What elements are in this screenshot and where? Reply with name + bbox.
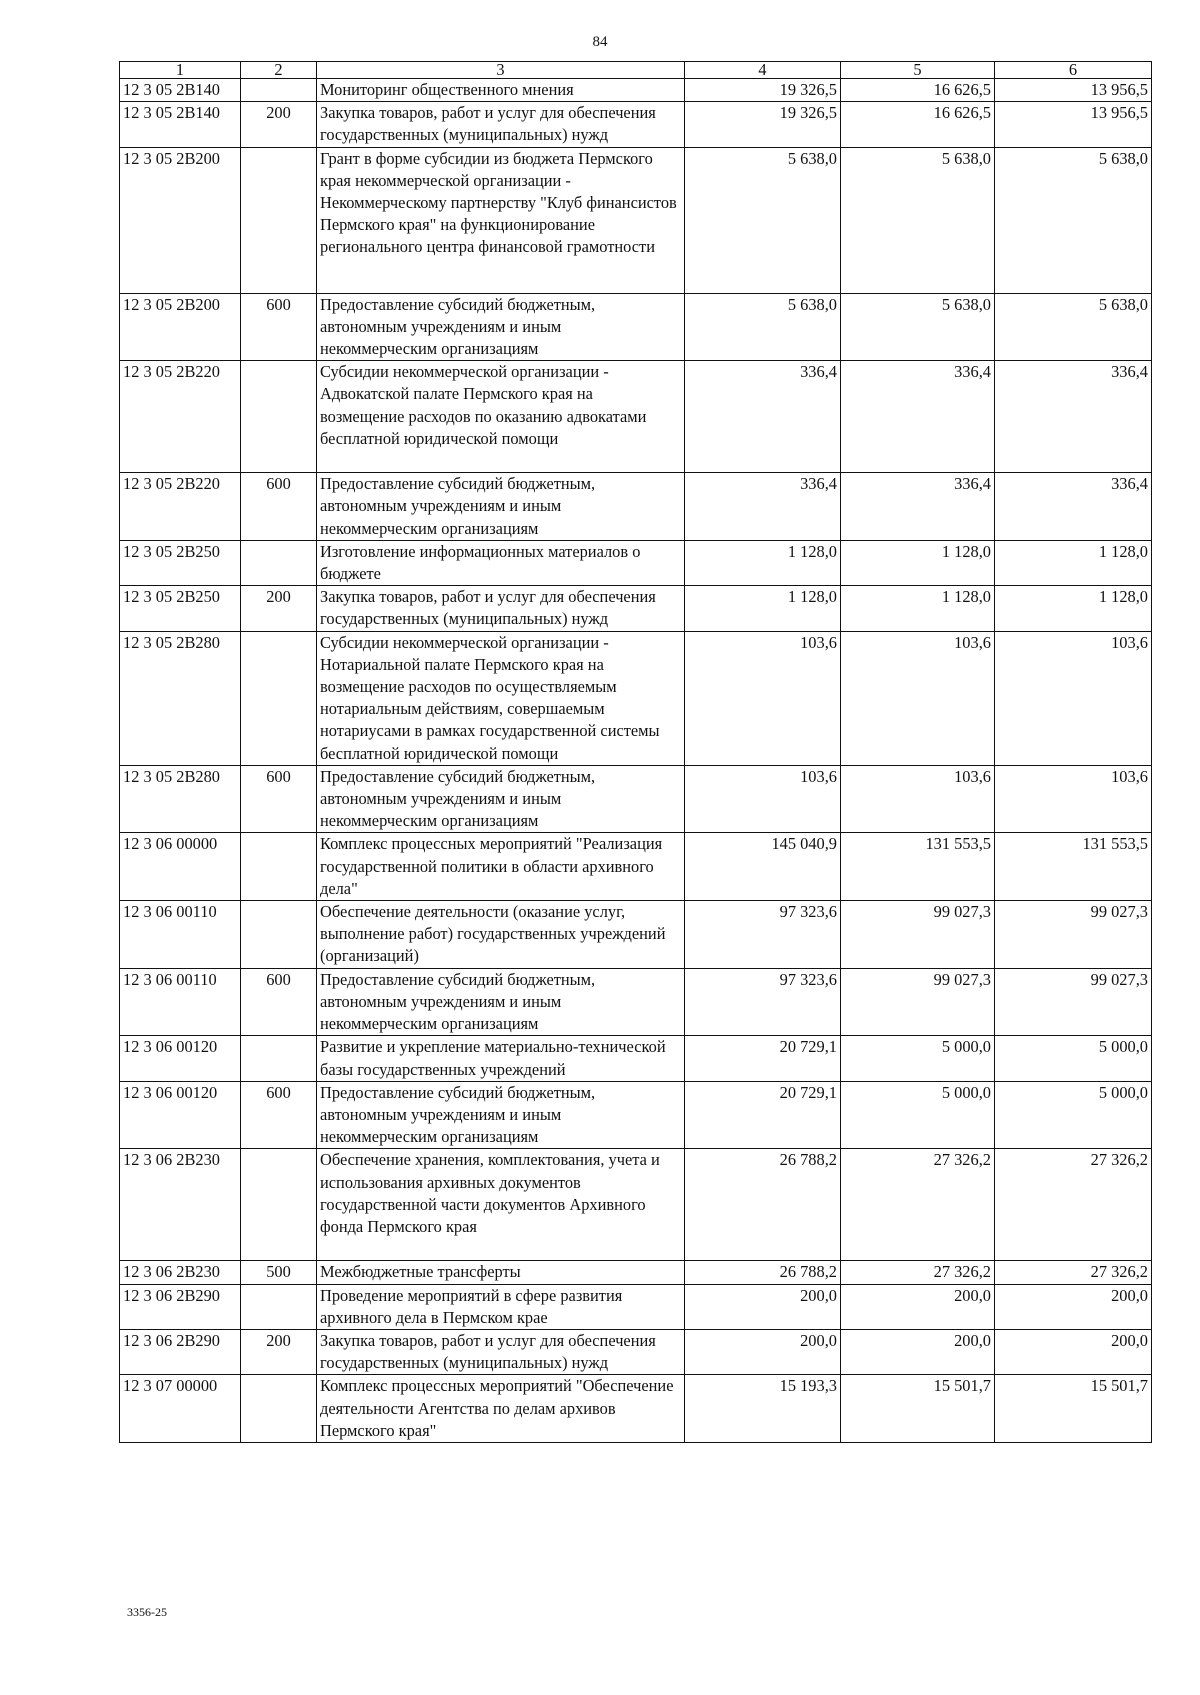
budget-table xyxy=(119,61,1152,1443)
row-name: Мониторинг общественного мнения xyxy=(317,79,685,102)
row-code: 12 3 07 00000 xyxy=(120,1375,241,1443)
row-kind: 500 xyxy=(241,1261,317,1284)
row-value-4: 103,6 xyxy=(685,765,841,833)
row-value-4: 19 326,5 xyxy=(685,102,841,147)
row-value-4: 20 729,1 xyxy=(685,1036,841,1081)
row-value-4: 5 638,0 xyxy=(685,147,841,293)
column-header: 5 xyxy=(841,62,995,79)
row-kind xyxy=(241,1284,317,1329)
table-row xyxy=(120,631,1152,765)
column-header: 3 xyxy=(317,62,685,79)
row-value-4: 5 638,0 xyxy=(685,293,841,361)
row-value-6: 5 638,0 xyxy=(995,293,1152,361)
row-kind xyxy=(241,79,317,102)
row-code: 12 3 05 2В140 xyxy=(120,102,241,147)
row-value-5: 103,6 xyxy=(841,765,995,833)
row-value-6: 5 000,0 xyxy=(995,1081,1152,1149)
row-value-5: 27 326,2 xyxy=(841,1261,995,1284)
row-kind: 600 xyxy=(241,968,317,1036)
row-value-4: 1 128,0 xyxy=(685,540,841,585)
row-code: 12 3 05 2В200 xyxy=(120,293,241,361)
row-value-5: 99 027,3 xyxy=(841,968,995,1036)
row-value-5: 16 626,5 xyxy=(841,79,995,102)
row-kind: 600 xyxy=(241,1081,317,1149)
row-value-5: 5 000,0 xyxy=(841,1081,995,1149)
table-row xyxy=(120,102,1152,147)
row-value-5: 5 638,0 xyxy=(841,293,995,361)
row-kind xyxy=(241,361,317,473)
row-code: 12 3 05 2В200 xyxy=(120,147,241,293)
row-kind: 600 xyxy=(241,473,317,541)
row-value-6: 5 000,0 xyxy=(995,1036,1152,1081)
row-value-5: 336,4 xyxy=(841,361,995,473)
row-value-6: 336,4 xyxy=(995,473,1152,541)
column-header: 2 xyxy=(241,62,317,79)
row-value-5: 16 626,5 xyxy=(841,102,995,147)
table-row xyxy=(120,1081,1152,1149)
row-value-5: 336,4 xyxy=(841,473,995,541)
row-code: 12 3 05 2В280 xyxy=(120,631,241,765)
row-code: 12 3 06 2В230 xyxy=(120,1261,241,1284)
row-value-4: 336,4 xyxy=(685,361,841,473)
row-name: Развитие и укрепление материально-технической базы государственных учреждений xyxy=(317,1036,685,1081)
row-value-5: 131 553,5 xyxy=(841,833,995,901)
table-row xyxy=(120,1261,1152,1284)
row-name: Предоставление субсидий бюджетным, автономным учреждениям и иным некоммерческим организациям xyxy=(317,765,685,833)
row-name: Закупка товаров, работ и услуг для обеспечения государственных (муниципальных) нужд xyxy=(317,586,685,631)
row-value-6: 5 638,0 xyxy=(995,147,1152,293)
row-kind xyxy=(241,631,317,765)
row-code: 12 3 06 00120 xyxy=(120,1036,241,1081)
table-row xyxy=(120,1284,1152,1329)
row-code: 12 3 05 2В140 xyxy=(120,79,241,102)
row-value-4: 97 323,6 xyxy=(685,901,841,969)
row-value-6: 1 128,0 xyxy=(995,586,1152,631)
row-kind xyxy=(241,1149,317,1261)
row-code: 12 3 05 2В280 xyxy=(120,765,241,833)
row-name: Комплекс процессных мероприятий "Реализация государственной политики в области архивного дела" xyxy=(317,833,685,901)
row-name: Закупка товаров, работ и услуг для обеспечения государственных (муниципальных) нужд xyxy=(317,1329,685,1374)
row-value-6: 99 027,3 xyxy=(995,901,1152,969)
row-value-4: 19 326,5 xyxy=(685,79,841,102)
row-code: 12 3 06 2В290 xyxy=(120,1329,241,1374)
row-value-4: 15 193,3 xyxy=(685,1375,841,1443)
row-name: Обеспечение деятельности (оказание услуг, выполнение работ) государственных учреждений (организаций) xyxy=(317,901,685,969)
table-row xyxy=(120,586,1152,631)
row-code: 12 3 06 2В230 xyxy=(120,1149,241,1261)
row-value-6: 131 553,5 xyxy=(995,833,1152,901)
row-name: Закупка товаров, работ и услуг для обеспечения государственных (муниципальных) нужд xyxy=(317,102,685,147)
table-row xyxy=(120,540,1152,585)
row-value-6: 13 956,5 xyxy=(995,79,1152,102)
row-name: Предоставление субсидий бюджетным, автономным учреждениям и иным некоммерческим организациям xyxy=(317,1081,685,1149)
row-value-6: 200,0 xyxy=(995,1329,1152,1374)
row-code: 12 3 05 2В250 xyxy=(120,586,241,631)
row-value-6: 336,4 xyxy=(995,361,1152,473)
row-name: Субсидии некоммерческой организации - Адвокатской палате Пермского края на возмещение расходов по оказанию адвокатами бесплатной юридической помощи xyxy=(317,361,685,473)
row-value-6: 1 128,0 xyxy=(995,540,1152,585)
row-kind: 200 xyxy=(241,102,317,147)
column-header: 4 xyxy=(685,62,841,79)
row-value-4: 20 729,1 xyxy=(685,1081,841,1149)
row-value-6: 15 501,7 xyxy=(995,1375,1152,1443)
row-code: 12 3 06 00000 xyxy=(120,833,241,901)
row-kind: 600 xyxy=(241,765,317,833)
row-value-4: 103,6 xyxy=(685,631,841,765)
row-kind xyxy=(241,540,317,585)
column-header: 6 xyxy=(995,62,1152,79)
row-name: Предоставление субсидий бюджетным, автономным учреждениям и иным некоммерческим организациям xyxy=(317,293,685,361)
table-header-row xyxy=(120,62,1152,79)
table-row xyxy=(120,473,1152,541)
row-name: Обеспечение хранения, комплектования, учета и использования архивных документов государственной части документов Архивного фонда Пермского края xyxy=(317,1149,685,1261)
row-code: 12 3 06 00110 xyxy=(120,968,241,1036)
row-name: Межбюджетные трансферты xyxy=(317,1261,685,1284)
table-row xyxy=(120,765,1152,833)
row-code: 12 3 06 00110 xyxy=(120,901,241,969)
table-row xyxy=(120,79,1152,102)
row-value-4: 1 128,0 xyxy=(685,586,841,631)
row-value-6: 13 956,5 xyxy=(995,102,1152,147)
row-value-6: 103,6 xyxy=(995,765,1152,833)
row-kind xyxy=(241,1036,317,1081)
row-value-5: 5 638,0 xyxy=(841,147,995,293)
table-row xyxy=(120,361,1152,473)
row-value-4: 200,0 xyxy=(685,1329,841,1374)
row-kind: 600 xyxy=(241,293,317,361)
row-value-4: 26 788,2 xyxy=(685,1149,841,1261)
row-value-6: 200,0 xyxy=(995,1284,1152,1329)
row-value-6: 27 326,2 xyxy=(995,1261,1152,1284)
table-row xyxy=(120,1036,1152,1081)
row-value-4: 26 788,2 xyxy=(685,1261,841,1284)
row-value-5: 99 027,3 xyxy=(841,901,995,969)
column-header: 1 xyxy=(120,62,241,79)
table-row xyxy=(120,1329,1152,1374)
row-value-4: 145 040,9 xyxy=(685,833,841,901)
table-row xyxy=(120,1149,1152,1261)
row-value-5: 5 000,0 xyxy=(841,1036,995,1081)
table-row xyxy=(120,968,1152,1036)
row-value-6: 27 326,2 xyxy=(995,1149,1152,1261)
row-code: 12 3 05 2В220 xyxy=(120,473,241,541)
row-code: 12 3 06 00120 xyxy=(120,1081,241,1149)
row-code: 12 3 06 2В290 xyxy=(120,1284,241,1329)
row-value-5: 27 326,2 xyxy=(841,1149,995,1261)
row-value-5: 15 501,7 xyxy=(841,1375,995,1443)
row-code: 12 3 05 2В220 xyxy=(120,361,241,473)
row-name: Субсидии некоммерческой организации - Нотариальной палате Пермского края на возмещение расходов по осуществляемым нотариальным действиям, совершаемым нотариусами в рамках государственной системы бесплатной юридической помощи xyxy=(317,631,685,765)
row-value-5: 103,6 xyxy=(841,631,995,765)
row-kind xyxy=(241,901,317,969)
row-name: Грант в форме субсидии из бюджета Пермского края некоммерческой организации - Некоммерческому партнерству "Клуб финансистов Пермского края" на функционирование регионального центра финансовой грамотности xyxy=(317,147,685,293)
row-value-5: 1 128,0 xyxy=(841,540,995,585)
page-number: 84 xyxy=(592,34,608,50)
row-kind xyxy=(241,1375,317,1443)
row-value-5: 200,0 xyxy=(841,1284,995,1329)
table-row xyxy=(120,901,1152,969)
row-name: Предоставление субсидий бюджетным, автономным учреждениям и иным некоммерческим организациям xyxy=(317,473,685,541)
row-value-6: 99 027,3 xyxy=(995,968,1152,1036)
row-name: Изготовление информационных материалов о бюджете xyxy=(317,540,685,585)
row-value-5: 1 128,0 xyxy=(841,586,995,631)
row-name: Комплекс процессных мероприятий "Обеспечение деятельности Агентства по делам архивов Пермского края" xyxy=(317,1375,685,1443)
document-code: 3356-25 xyxy=(127,1605,167,1619)
row-kind: 200 xyxy=(241,586,317,631)
table-row xyxy=(120,833,1152,901)
row-kind: 200 xyxy=(241,1329,317,1374)
row-code: 12 3 05 2В250 xyxy=(120,540,241,585)
table-row xyxy=(120,147,1152,293)
row-kind xyxy=(241,833,317,901)
row-name: Предоставление субсидий бюджетным, автономным учреждениям и иным некоммерческим организациям xyxy=(317,968,685,1036)
row-value-4: 336,4 xyxy=(685,473,841,541)
table-row xyxy=(120,1375,1152,1443)
row-value-4: 200,0 xyxy=(685,1284,841,1329)
row-value-4: 97 323,6 xyxy=(685,968,841,1036)
row-value-6: 103,6 xyxy=(995,631,1152,765)
row-name: Проведение мероприятий в сфере развития архивного дела в Пермском крае xyxy=(317,1284,685,1329)
row-kind xyxy=(241,147,317,293)
row-value-5: 200,0 xyxy=(841,1329,995,1374)
table-row xyxy=(120,293,1152,361)
